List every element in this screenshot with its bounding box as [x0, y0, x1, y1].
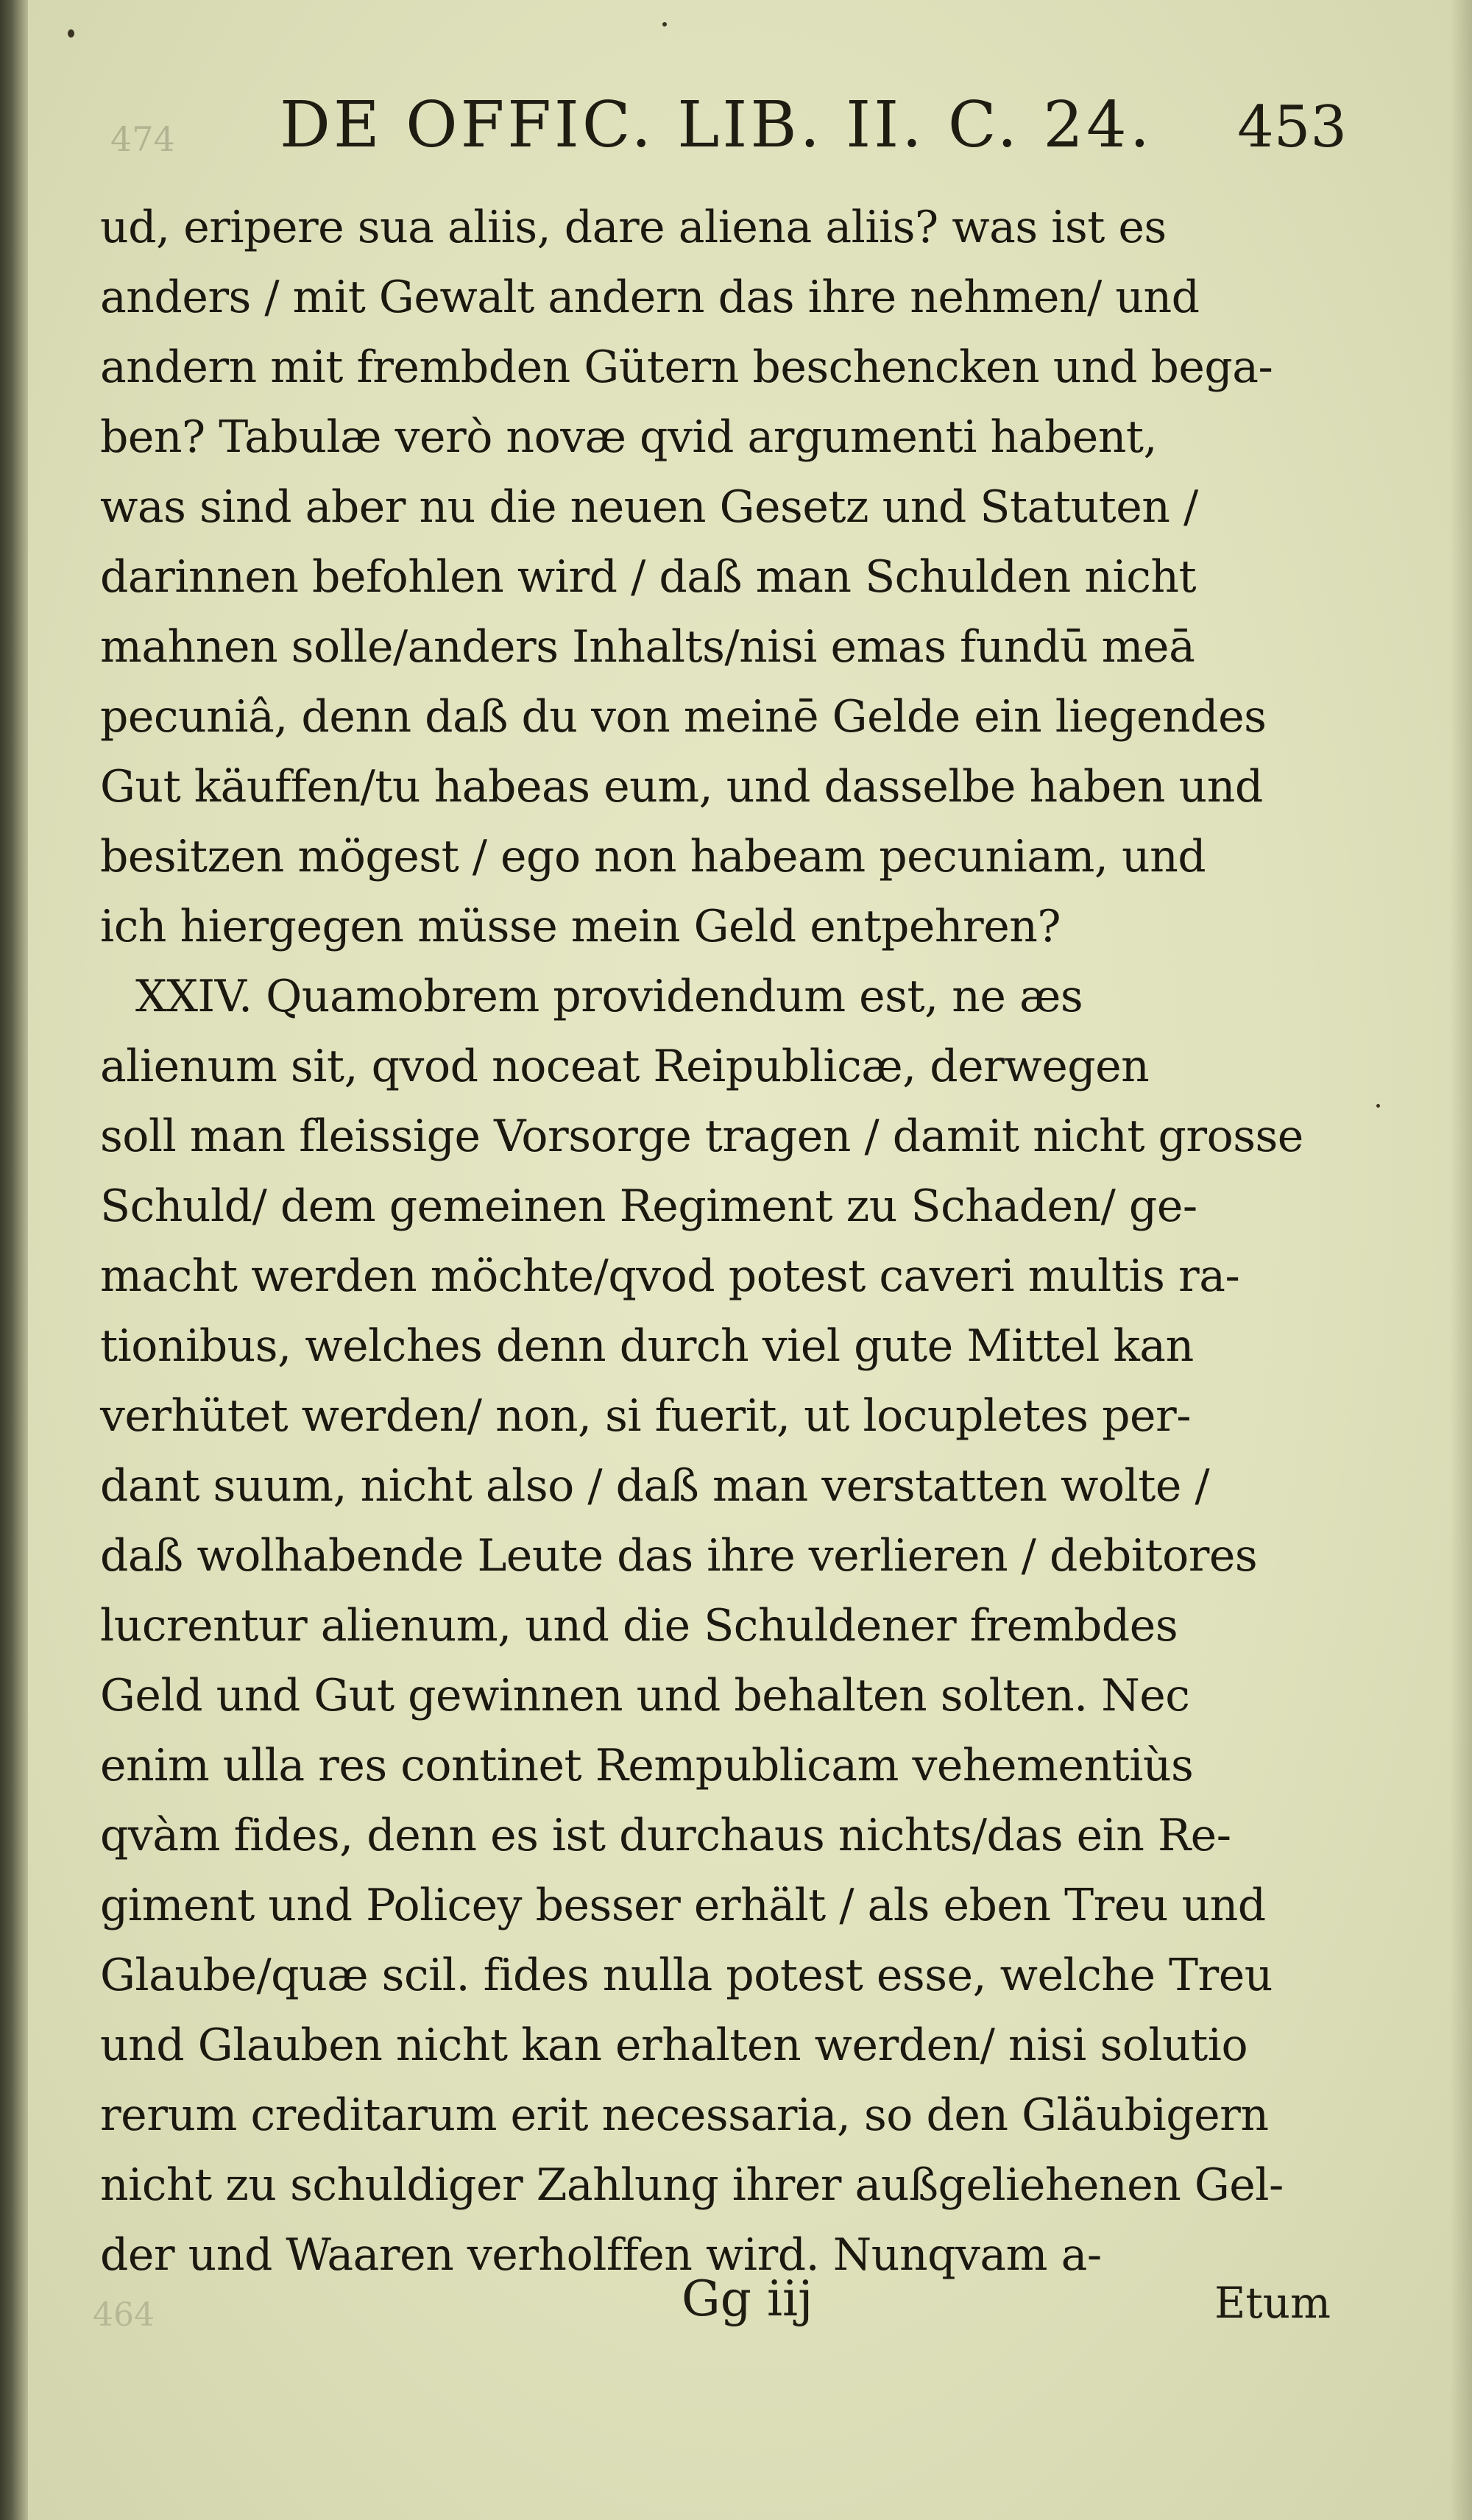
text-line: anders / mit Gewalt andern das ihre nehmen/ und [100, 272, 1200, 323]
main-text-block [100, 193, 1351, 2290]
text-line: soll man fleissige Vorsorge tragen / damit nicht grosse [100, 1111, 1303, 1162]
ink-speck [662, 22, 667, 26]
ink-speck [68, 29, 74, 38]
page-number: 453 [1237, 94, 1347, 160]
page-footer [93, 2271, 1351, 2344]
text-line: Geld und Gut gewinnen und behalten solten. Nec [100, 1670, 1190, 1721]
text-line: mahnen solle/anders Inhalts/nisi emas fundū meā [100, 621, 1195, 673]
text-line: und Glauben nicht kan erhalten werden/ nisi solutio [100, 2020, 1248, 2071]
text-line: nicht zu schuldiger Zahlung ihrer außgeliehenen Gel- [100, 2159, 1284, 2211]
text-line: andern mit frembden Gütern beschencken und bega- [100, 341, 1273, 393]
text-line: qvàm fides, denn es ist durchaus nichts/das ein Re- [100, 1810, 1231, 1861]
text-line: giment und Policey besser erhält / als eben Treu und [100, 1880, 1266, 1931]
bleed-through-footer-number: 464 [93, 2296, 155, 2334]
binding-gutter [0, 0, 28, 2520]
catchword: Etum [1214, 2278, 1331, 2328]
text-line: besitzen mögest / ego non habeam pecuniam, und [100, 831, 1206, 882]
signature-mark: Gg iij [682, 2271, 813, 2327]
page-edge-shadow [1450, 0, 1472, 2520]
text-line: darinnen befohlen wird / daß man Schulden nicht [100, 551, 1197, 603]
text-line: ich hiergegen müsse mein Geld entpehren? [100, 901, 1061, 952]
text-line: dant suum, nicht also / daß man verstatten wolte / [100, 1460, 1210, 1512]
section-start-line: XXIV. Quamobrem providendum est, ne æs [135, 971, 1083, 1022]
text-line: enim ulla res continet Rempublicam vehementiùs [100, 1740, 1194, 1791]
text-line: pecuniâ, denn daß du von meinē Gelde ein liegendes [100, 691, 1267, 743]
running-title: DE OFFIC. LIB. II. C. 24. [280, 88, 1153, 162]
text-line: lucrentur alienum, und die Schuldener frembdes [100, 1600, 1178, 1652]
text-line: Schuld/ dem gemeinen Regiment zu Schaden/ ge- [100, 1181, 1197, 1232]
text-line: verhütet werden/ non, si fuerit, ut locupletes per- [100, 1390, 1191, 1442]
text-line: was sind aber nu die neuen Gesetz und Statuten / [100, 481, 1198, 533]
text-line: Glaube/quæ scil. fides nulla potest esse, welche Treu [100, 1950, 1273, 2001]
text-line: ud, eripere sua aliis, dare aliena aliis? was ist es [100, 202, 1167, 253]
page-header [81, 88, 1347, 169]
bleed-through-number: 474 [110, 119, 175, 159]
text-line: der und Waaren verholffen wird. Nunqvam a- [100, 2229, 1102, 2281]
text-line: ben? Tabulæ verò novæ qvid argumenti habent, [100, 411, 1158, 463]
text-line: rerum creditarum erit necessaria, so den Gläubigern [100, 2089, 1269, 2141]
text-line: macht werden möchte/qvod potest caveri multis ra- [100, 1250, 1240, 1302]
ink-speck [1376, 1104, 1380, 1108]
text-line: Gut käuffen/tu habeas eum, und dasselbe haben und [100, 761, 1263, 813]
text-line: alienum sit, qvod noceat Reipublicæ, derwegen [100, 1041, 1150, 1092]
text-line: tionibus, welches denn durch viel gute Mittel kan [100, 1320, 1194, 1372]
text-line: daß wolhabende Leute das ihre verlieren / debitores [100, 1530, 1258, 1582]
